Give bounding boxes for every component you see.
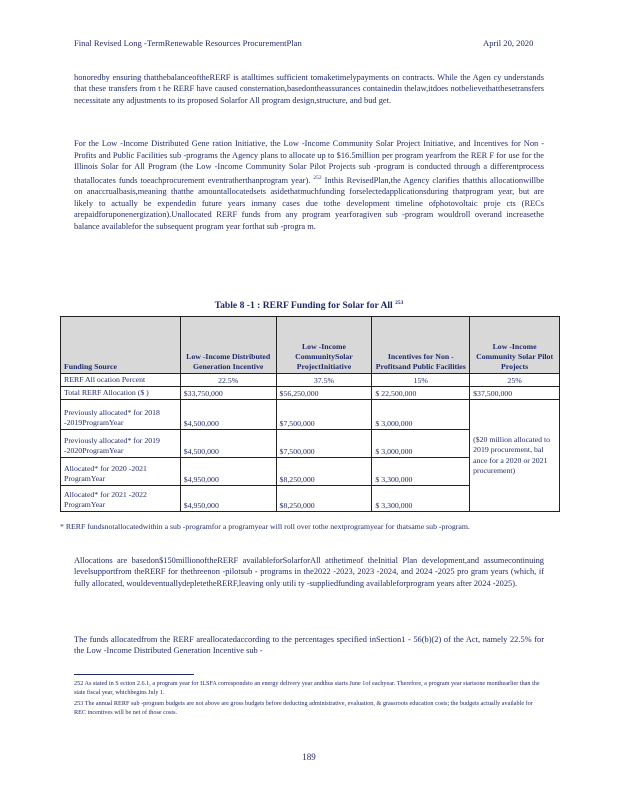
table-cell: $56,250,000	[276, 387, 372, 400]
table-cell: $ 22,500,000	[372, 387, 470, 400]
table-cell: 25%	[470, 374, 560, 387]
table-cell: $ 3,000,000	[372, 400, 470, 430]
paragraph-allocation	[74, 138, 544, 233]
row-label: Allocated* for 2020 -2021 ProgramYear	[61, 458, 181, 486]
header-non-profits: Incentives for Non - Profitsand Public Facilities	[372, 317, 470, 374]
table-cell: $4,950,000	[180, 486, 276, 512]
footnote-ref-252: 252	[313, 174, 322, 181]
paragraph-allocation-text: For the Low -Income Distributed Gene ration Initiative, the Low -Income Community Solar Project Initiative, and Incentives for Non -Profits and Public Facilities sub -programs the Agency plans to allocate up to $16.5million per program yearfrom the RER F for use for the Illinois Solar for All Program (the Low -Income Community Solar Pilot Projects sub -program is conducted through a differentprocess thatallocates funds toeachprocurement eventratherthanprogram year).	[74, 139, 544, 185]
footnote-ref-253: 253	[395, 300, 404, 306]
table-cell: $ 3,000,000	[372, 430, 470, 458]
table-cell: $7,500,000	[276, 400, 372, 430]
pilot-allocation-note: ($20 million allocated to 2019 procurement, bal ance for a 2020 or 2021 procurement)	[470, 400, 560, 512]
table-row	[61, 387, 560, 400]
page-number: 189	[302, 752, 316, 762]
table-cell: $8,250,000	[276, 458, 372, 486]
table-cell: $33,750,000	[180, 387, 276, 400]
row-label: Previously allocated* for 2018 -2019ProgramYear	[61, 400, 181, 430]
table-cell: $8,250,000	[276, 486, 372, 512]
paragraph-allocation-continued: Inthis RevisedPlan,the Agency clarifies thatthis allocationwillbe on anaccrualbasis,meaning thatthe amountallocatedsets asidethatmuchfunding forselectedapplicationsduring thatprogram year, but are likely to actually be expendedin future years inmany cases due tothe development timeline ofphotovoltaic proje cts (RECs arepaidforuponenergization).Unallocated RERF funds from any program yearforagiven sub -program wouldroll overand increasethe balance availablefor the subsequent program year forthat sub -progra m.	[74, 175, 544, 231]
table-header-row	[61, 317, 560, 374]
footnote-divider	[74, 674, 194, 675]
table-cell: 37.5%	[276, 374, 372, 387]
table-footnote: * RERF fundsnotallocatedwithin a sub -programfor a programyear will roll over tothe nextprogramyear for thatsame sub -program.	[60, 522, 470, 531]
table-row	[61, 374, 560, 387]
header-distributed-generation: Low -Income Distributed Generation Incentive	[180, 317, 276, 374]
footnote-252: 252 As stated in S ection 2.6.1, a program year for ILSFA correspondsto an energy delivery year andthus starts June 1of eachyear. Therefore, a program year startsone monthearlier than the state fiscal year, whichbegins July 1.	[74, 680, 540, 696]
header-pilot-projects: Low -Income Community Solar Pilot Projects	[470, 317, 560, 374]
row-label: Allocated* for 2021 -2022 ProgramYear	[61, 486, 181, 512]
header-funding-source: Funding Source	[61, 317, 181, 374]
table-cell: $37,500,000	[470, 387, 560, 400]
table-cell: $7,500,000	[276, 430, 372, 458]
row-label: RERF All ocation Percent	[61, 374, 181, 387]
table-cell: $4,950,000	[180, 458, 276, 486]
table-caption	[0, 300, 618, 311]
paragraph-rerf-transfers: honoredby ensuring thatthebalanceoftheRERF is atalltimes sufficient tomaketimelypayments on contracts. While the Agen cy understands that these transfers from t he RERF have caused consternation,basedontheassurances containedin thelaw,itdoes notbelievethatthesetransfers necessitate any adjustments to its proposed Solarfor All program design,structure, and bud get.	[74, 73, 544, 105]
table-cell: $ 3,300,000	[372, 486, 470, 512]
row-label: Total RERF Allocation ($ )	[61, 387, 181, 400]
table-cell: $4,500,000	[180, 430, 276, 458]
paragraph-allocation-basis: Allocations are basedon$150millionoftheRERF availableforSolarforAll atthetimeof theInitial Plan development,and assumecontinuing levelsupportfrom theRERF for thethreenon -pilotsub - programs in the2022 -2023, 2023 -2024, and 2024 -2025 pro gram years (which, if fully allocated, wouldeventuallydepletetheRERF,leaving only utili ty -suppliedfunding availableforprogram years after 2024 -2025).	[74, 556, 544, 588]
table-cell: 22.5%	[180, 374, 276, 387]
footnote-253: 253 The annual RERF sub -program budgets are not above are gross budgets before deducting administrative, evaluation, & grassroots education costs; the budgets actually available for REC incentives will be net of those costs.	[74, 700, 533, 716]
running-header-date: April 20, 2020	[483, 38, 534, 48]
table-cell: 15%	[372, 374, 470, 387]
rerf-funding-table	[60, 316, 560, 512]
table-caption-text: Table 8 -1 : RERF Funding for Solar for All	[214, 300, 393, 312]
table-cell: $4,500,000	[180, 400, 276, 430]
table-row	[61, 400, 560, 430]
row-label: Previously allocated* for 2019 -2020ProgramYear	[61, 430, 181, 458]
header-community-solar: Low -Income CommunitySolar ProjectInitiative	[276, 317, 372, 374]
table-cell: $ 3,300,000	[372, 458, 470, 486]
running-header-title: Final Revised Long -TermRenewable Resources ProcurementPlan	[74, 38, 302, 48]
paragraph-percentages: The funds allocatedfrom the RERF areallocatedaccording to the percentages specified inSection1 - 56(b)(2) of the Act, namely 22.5% for the Low -Income Distributed Generation Incentive sub -	[74, 635, 544, 656]
